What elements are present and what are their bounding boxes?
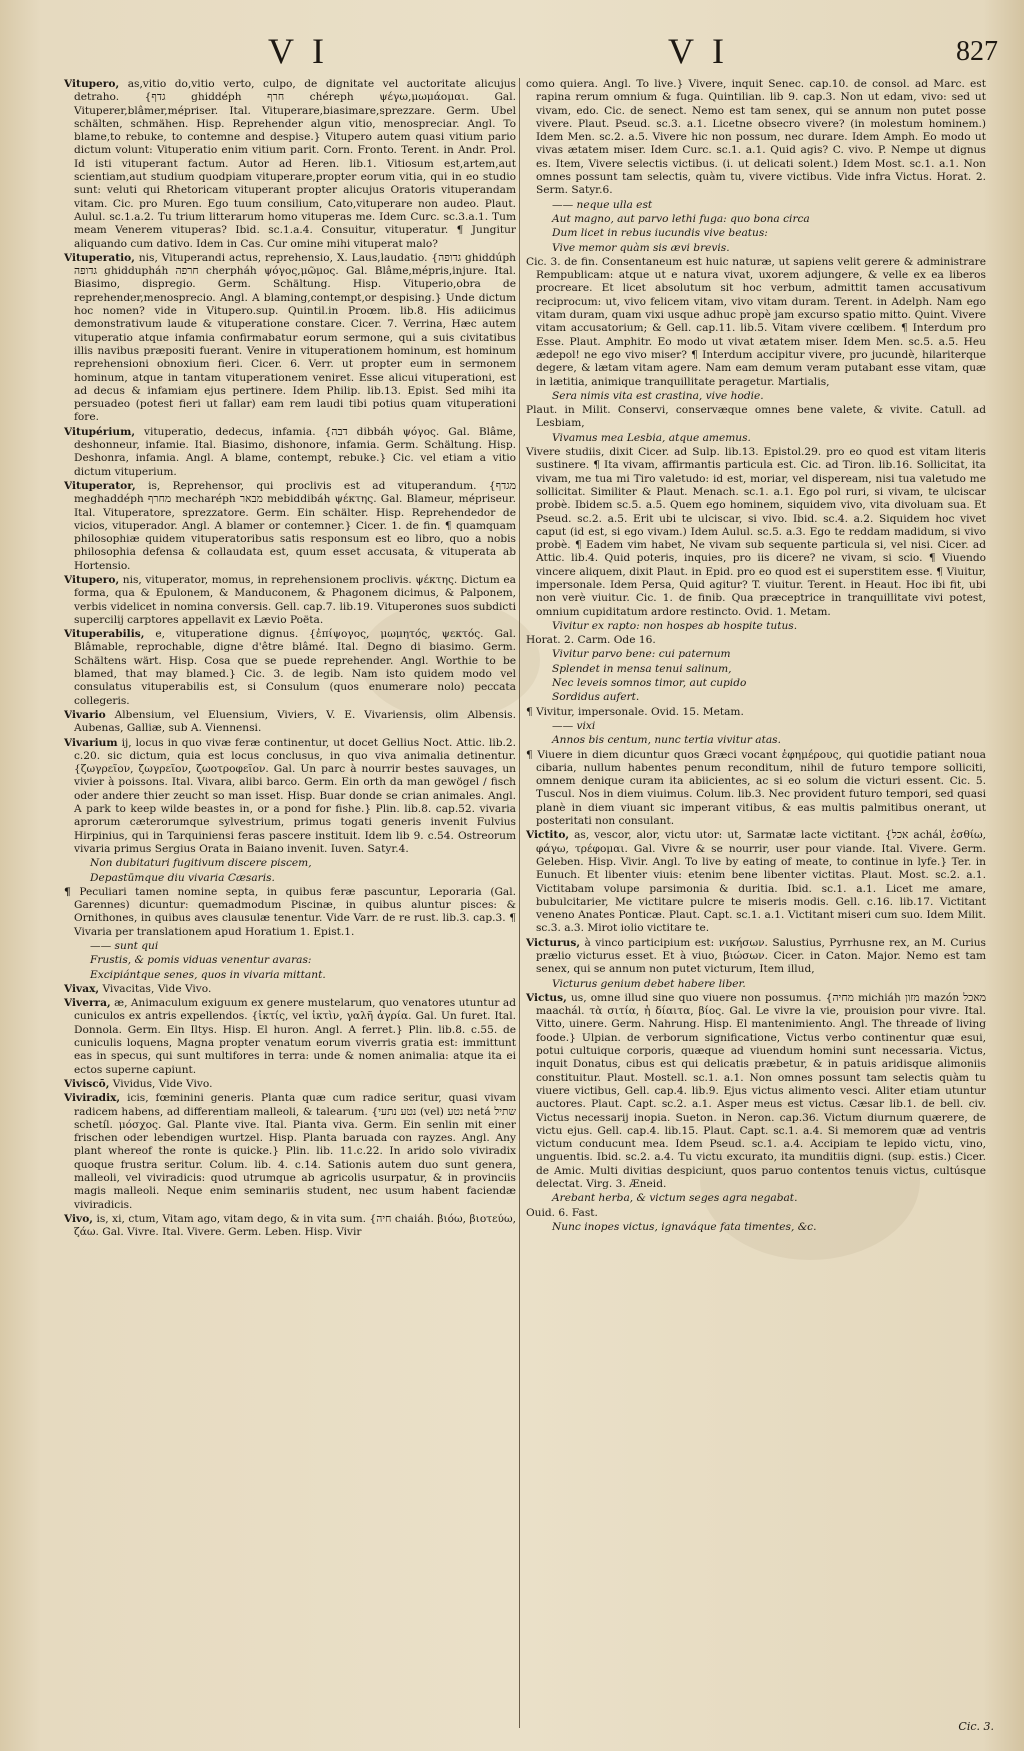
dictionary-entry xyxy=(526,634,986,647)
dictionary-entry xyxy=(64,737,516,857)
catchword: Cic. 3. xyxy=(958,1720,994,1733)
verse-line: Arebant herba, & victum seges agra negabat. xyxy=(552,1192,798,1205)
verse-line: Sera nimis vita est crastina, vive hodie. xyxy=(552,389,764,402)
entry-text: Plaut. in Milit. Conservi, conservæque omnes bene valete, & vivite. Catull. ad Lesbiam, xyxy=(526,404,986,430)
verse-line: —— vixi xyxy=(552,719,596,732)
dictionary-entry xyxy=(64,709,516,736)
dictionary-entry xyxy=(526,992,986,1191)
entry-text: Vividus, Vide Vivo. xyxy=(112,1077,213,1090)
entry-text: nis, Vituperandi actus, reprehensio, X. Laus,laudatio. {גדופה ghiddúph גדופה ghiddupháh חרפה cherpháh ψόγος,μῶμος. Gal. Blâme,mépris,injure. Ital. Biasimo, dispregio. Germ. Schältung. Hisp. Vituperio,obra de reprehender,menosprecio. Angl. A blaming,contempt,or despising.} Unde dictum hoc nomen? vide in Vitupero.sup. Quintil.in Proœm. lib.8. His adiicimus demonstrativum laude & vituperatione constare. Cicer. 7. Verrina, Hæc autem vituperatio atque infamia confirmabatur eorum sermone, qui a suis civitatibus illis navibus præpositi fuerant. Venire in vituperationem hominum, est hominum reprehensioni obnoxium fieri. Cicer. 6. Verr. ut propter eum in sermonem hominum, atque in tantam vituperationem veniret. Esse alicui vituperationi, est ad decus & infamiam ejus pertinere. Idem Philip. lib.13. Epist. Sed mihi ita persuadeo (potest fieri ut fallar) eam rem laudi tibi potius quam vituperationi fore. xyxy=(74,251,516,424)
entry-text: Albensium, vel Eluensium, Viviers, V. E. Vivariensis, olim Albensis. Aubenas, Galliæ, sub A. Viennensi. xyxy=(74,708,516,735)
headword: Vivax, xyxy=(64,982,100,995)
dictionary-entry xyxy=(526,829,986,935)
entry-text: Ouid. 6. Fast. xyxy=(526,1206,598,1219)
entry-text: Horat. 2. Carm. Ode 16. xyxy=(526,634,656,647)
headword: Vitupérium, xyxy=(64,425,136,438)
column-divider xyxy=(519,78,520,1728)
verse-line: Vive memor quàm sis ævi brevis. xyxy=(552,241,730,254)
entry-text: Cic. 3. de fin. Consentaneum est huic naturæ, ut sapiens velit gerere & administrare Rempublicam: atque ut e natura vivat, uxorem adjungere, & velle ex ea liberos procreare. Et licet absolutum sit hoc verbum, admittit tamen accusativum reciprocum: ut, vivo felicem vitam, vivo vitam duram. Terent. in Adelph. Nam ego vitam duram, quam vixi usque adhuc propè jam excurso spatio mitto. Quint. Vivere vitam accusatorium; & Gell. cap.11. lib.5. Vitam vivere cœlibem. ¶ Interdum pro Esse. Plaut. Amphitr. Eo modo ut vivat ætatem miser. Idem Men. sc.5. a.5. Heu ædepol! ne ego vivo miser? ¶ Interdum accipitur vivere, pro jucundè, hilariterque degere, & lætam vitam agere. Nam eam demum veram putabant esse vitam, quæ in lætitia, animique tranquillitate peragetur. Martialis, xyxy=(526,255,986,388)
dictionary-entry xyxy=(526,78,986,198)
entry-text: Peculiari tamen nomine septa, in quibus feræ pascuntur, Leporaria (Gal. Garennes) dicuntur: quemadmodum Piscinæ, in quibus aluntur pisces: & Ornithones, in quibus aves clausulæ tenentur. Vide Varr. de re rust. lib.3. cap.3. ¶ Vivaria per translationem apud Horatium 1. Epist.1. xyxy=(74,885,517,938)
headword: Victus, xyxy=(526,991,567,1004)
headword: Vituperatio, xyxy=(64,251,135,264)
page-header xyxy=(0,30,1024,74)
dictionary-entry xyxy=(64,1213,516,1240)
entry-text: us, omne illud sine quo viuere non possumus. {מחיה michiáh מזון mazón מאכל maachál. τὰ σιτία, ἡ δίαιτα, βίος. Gal. Le vivre la vie, prouision pour vivre. Ital. Vitto, uinere. Germ. Nahrung. Hisp. El mantenimiento. Angl. The threade of living foode.} Ulpian. de verborum significatione, Victus verbo continentur quæ esui, potui cultuique corporis, quæque ad viuendum homini sunt necessaria. Victus, inquit Donatus, cibus est qui delicatis præbetur, & in patuis aridisque alimoniis constituitur. Plaut. Mostell. sc.1. a.1. Non omnes possunt tam selectis quàm tu viuere victibus, Gell. cap.4. lib.9. Ejus victus alimento vesci. Aliter etiam utuntur auctores. Plaut. Capt. sc.2. a.1. Asper meus est victus. Cæsar lib.1. de bell. civ. Victus necessarij inopia. Sueton. in Neron. cap.36. Victum diurnum quærere, de victu ejus. Gell. cap.4. lib.15. Plaut. Capt. sc.1. a.4. Si memorem quæ ad ventris victum conducunt mea. Idem Pseud. sc.1. a.4. Accipiam te lepido victu, vino, unguentis. Ibid. sc.2. a.4. Tu victu excurato, ita munditiis digni. (sup. estis.) Cicer. de Amic. Multi divitias despiciunt, quos paruo contentos tenuis victus, cultúsque delectat. Virg. 3. Æneid. xyxy=(536,991,986,1191)
entry-text: nis, vituperator, momus, in reprehensionem proclivis. ψέκτης. Dictum ea forma, qua & Epulonem, & Manduconem, & Phagonem dicimus, & Palponem, verbis videlicet in nomina conversis. Gell. cap.7. lib.19. Vituperones suos subdicti supercilij carptores appellavit ex Lævio Poëta. xyxy=(74,573,516,626)
dictionary-entry xyxy=(526,937,986,977)
right-column xyxy=(526,78,986,1235)
verse-line: Splendet in mensa tenui salinum, xyxy=(552,662,732,675)
verse-line: Excipiántque senes, quos in vivaria mittant. xyxy=(90,968,326,981)
verse-line: Aut magno, aut parvo lethi fuga: quo bona circa xyxy=(552,212,810,225)
verse-line: Vivitur ex rapto: non hospes ab hospite tutus. xyxy=(552,619,798,632)
verse-line: Depastūmque diu vivaria Cæsaris. xyxy=(90,871,275,884)
dictionary-entry xyxy=(526,1207,986,1220)
headword: Vituperator, xyxy=(64,479,136,492)
verse-line: Frustis, & pomis viduas venentur avaras: xyxy=(90,954,312,967)
dictionary-entry xyxy=(64,252,516,425)
dictionary-entry xyxy=(64,983,516,996)
entry-text: ij, locus in quo vivæ feræ continentur, ut docet Gellius Noct. Attic. lib.2. c.20. sic dictum, quia est locus conclusus, in quo viva animalia detinentur. {ζωγρεῖον, ζωγρεῖον, ζωοτροφεῖον. Gal. Un parc à nourrir bestes sauvages, un vivier à poissons. Ital. Vivara, alibi barco. Germ. Ein orth da man gewögel / fisch oder andere thier zeucht so man isset. Hisp. Buar donde se crian animales. Angl. A park to keep wilde beastes in, or a pond for fishe.} Plin. lib.8. cap.52. vivaria aprorum cæterorumque sylvestrium, primus togati generis invenit Fulvius Hirpinius, qui in Tarquiniensi feras pascere instituit. Idem lib 9. c.54. Ostreorum vivaria primus Sergius Orata in Baiano invenit. Iuven. Satyr.4. xyxy=(74,736,516,855)
running-head-left: VI xyxy=(268,31,342,71)
verse-line: Vivamus mea Lesbia, atque amemus. xyxy=(552,431,751,444)
entry-text: e, vituperatione dignus. {ἐπίψογος, μωμητός, ψεκτός. Gal. Blâmable, reprochable, digne d'être blâmé. Ital. Degno di biasimo. Germ. Schältens wärt. Hisp. Cosa que se puede reprehender. Angl. Worthie to be blamed, that may blamed.} Cic. 3. de legib. Nam isto quidem modo vel consulatus vituperabilis est, si Consulum (quos enumerare nolo) peccata collegeris. xyxy=(74,628,516,707)
page-number: 827 xyxy=(956,36,998,67)
entry-text: æ, Animaculum exiguum ex genere mustelarum, quo venatores utuntur ad cuniculos ex antris expellendos. {ἰκτίς, vel ἰκτὶν, γαλῆ ἀγρία. Gal. Un furet. Ital. Donnola. Germ. Ein Iltys. Hisp. El huron. Angl. A ferret.} Plin. lib.8. c.55. de cuniculis loquens, Magna propter venatum eorum viverris gratia est: immittunt eas in specus, qui sunt multifores in terra: unde & nomen animalia: atque ita ei ectos superne capiunt. xyxy=(74,997,516,1076)
dictionary-entry xyxy=(64,574,516,627)
verse-line: Nec leveis somnos timor, aut cupido xyxy=(552,677,747,690)
dictionary-entry xyxy=(64,426,516,479)
dictionary-entry xyxy=(526,404,986,431)
dictionary-entry xyxy=(526,749,986,829)
headword: Vivarium xyxy=(64,736,118,749)
running-head-right: VI xyxy=(668,31,742,71)
headword: ¶ xyxy=(64,885,71,898)
entry-text: is, Reprehensor, qui proclivis est ad vituperandum. {מגדף meghaddéph מחרף mecharéph מבאר mebiddibáh ψέκτης. Gal. Blameur, mépriseur. Ital. Vituperatore, sprezzatore. Germ. Ein schälter. Hisp. Reprehendedor de vicios, vituperador. Angl. A blamer or contemner.} Cicer. 1. de fin. ¶ quamquam philosophiæ quidem vituperatoribus satis responsum est eo libro, quo a nobis philosophia defensa & collaudata est, quum esset accusata, & vituperata ab Hortensio. xyxy=(74,479,516,572)
headword: Vituperabilis, xyxy=(64,628,145,641)
verse-line: Vivitur parvo bene: cui paternum xyxy=(552,648,731,661)
verse-line: Annos bis centum, nunc tertia vivitur atas. xyxy=(552,734,781,747)
dictionary-entry xyxy=(526,256,986,389)
entry-text: as, vescor, alor, victu utor: ut, Sarmatæ lacte victitant. {אכל achál, ἐσθίω, φάγω, τρέφομαι. Gal. Vivre & se nourrir, user pour viande. Ital. Vivere. Germ. Geleben. Hisp. Vivir. Angl. To live by eating of meate, to continue in lyfe.} Ter. in Eunuch. Et libenter viuis: etenim bene libenter victitas. Plaut. Most. sc.2. a.1. Victitabam volupe parsimonia & duritia. Ibid. sc.1. a.1. Licet me amare, bubulcitarier, Me victitare pulcre te miseris modis. Gell. c.16. lib.17. Victitant veneno Anates Ponticæ. Plaut. Capt. sc.1. a.1. Victitant miseri cum suo. Idem Milit. sc.3. a.3. Mirot iolio victitare te. xyxy=(536,829,986,935)
dictionary-entry xyxy=(526,706,986,719)
entry-text: icis, fœminini generis. Planta quæ cum radice seritur, quasi vivam radicem habens, ad differentiam malleoli, & talearum. {נטע נתעי (vel) נטע netá שתיל schetíl. μόσχος. Gal. Plante vive. Ital. Pianta viva. Germ. Ein senlin mit einer frischen oder lebendigen wurtzel. Hisp. Planta baruada con rayzes. Angl. Any plant whereof the ronte is quicke.} Plin. lib. 11.c.22. In arido solo viviradix quoque frustra seritur. Colum. lib. 4. c.14. Sationis autem duo sunt genera, malleoli, vel viviradicis: quod utrumque ab agricolis usurpatur, & in provinciis magis malleoli. Neque enim seminariis student, nec usum habent faciendæ viviradicis. xyxy=(74,1092,517,1211)
entry-text: à vinco participium est: νικήσων. Salustius, Pyrrhusne rex, an M. Curius prælio victurus esset. Et à viuo, βιώσων. Cicer. in Caton. Major. Nemo est tam senex, qui se annum non putet victurum, Item illud, xyxy=(536,936,986,976)
headword: Vivario xyxy=(64,708,106,721)
verse-line: Victurus genium debet habere liber. xyxy=(552,977,746,990)
dictionary-entry xyxy=(64,480,516,573)
dictionary-entry xyxy=(64,1078,516,1091)
verse-line: —— neque ulla est xyxy=(552,198,653,211)
headword: Vivo, xyxy=(64,1212,93,1225)
left-column xyxy=(64,78,516,1241)
verse-line: Sordidus aufert. xyxy=(552,691,640,704)
verse-line: Dum licet in rebus iucundis vive beatus: xyxy=(552,227,768,240)
verse-line: Non dubitaturi fugitivum discere piscem, xyxy=(90,857,312,870)
entry-text: vituperatio, dedecus, infamia. {דבה dibbáh ψόγος. Gal. Blâme, deshonneur, infamie. Ital. Biasimo, dishonore, infamia. Germ. Schältung. Hisp. Deshonra, infamia. Angl. A blame, contempt, rebuke.} Cic. vel etiam a vitio dictum vituperium. xyxy=(74,425,517,478)
headword: Vitupero, xyxy=(64,573,120,586)
dictionary-entry xyxy=(64,78,516,251)
dictionary-entry xyxy=(64,628,516,708)
headword: Viviradix, xyxy=(64,1092,121,1105)
entry-text: as,vitio do,vitio verto, culpo, de dignitate vel auctoritate alicujus detraho. {גדף ghiddéph חרף chéreph ψέγω,μωμάομαι. Gal. Vituperer,blâmer,mépriser. Ital. Vituperare,biasimare,sprezzare. Germ. Ubel schälten, schmähen. Hisp. Reprehender algun vitio, menospreciar. Angl. To blame,to rebuke, to contemne and despise.} Vitupero autem quasi vitium pario dictum volunt: Vituperatio enim vitium parit. Corn. Fronto. Terent. in Andr. Prol. Id isti vituperant factum. Autor ad Heren. lib.1. Vitiosum est,artem,aut scientiam,aut studium quodpiam vituperare,propter eorum vitia, qui in eo studio sunt: veluti qui Rhetoricam vituperant propter alicujus Oratoris vituperandam vitam. Cic. pro Muren. Ego tuum consilium, Cato,vituperare non audeo. Plaut. Aulul. sc.1.a.2. Tu trium litterarum homo vituperas me. Idem Curc. sc.3.a.1. Tum meam Venerem vituperas? Ibid. sc.1.a.4. Consuitur, vituperatur. ¶ Jungitur aliquando cum dativo. Idem in Cas. Cur omine mihi vituperat malo? xyxy=(74,78,516,250)
dictionary-entry xyxy=(526,446,986,619)
dictionary-entry xyxy=(64,997,516,1077)
verse-line: —— sunt qui xyxy=(90,940,159,952)
verse-line: Nunc inopes victus, ignaváque fata timentes, &c. xyxy=(552,1220,817,1233)
entry-text: ¶ Viuere in diem dicuntur quos Græci vocant ἐφημέρους, qui quotidie patiant noua cibaria, nullum habentes penum reconditum, nihil de futuro tempore solliciti, omnem denique curam ita abiicientes, ac si eo solum die victuri essent. Cic. 5. Tuscul. Nos in diem viuimus. Colum. lib.3. Nec provident futuro tempori, sed quasi planè in diem viuant sic imperant vitibus, & eas multis palmitibus onerant, ut posteritati non consulant. xyxy=(526,748,986,828)
entry-text: Vivere studiis, dixit Cicer. ad Sulp. lib.13. Epistol.29. pro eo quod est vitam literis sustinere. ¶ Ita vivam, affirmantis particula est. Cic. ad Tiron. lib.16. Sollicitat, ita vivam, me tua mi Tiro valetudo: id est, moriar, vel dispeream, nisi tua valetudo me sollicitat. Similiter & Plaut. Menach. sc.1. a.1. Ego pol ruri, si vivam, te ulciscar probè. Ibidem sc.5. a.5. Quem ego hominem, siquidem vivo, vita divoluam sua. Et Pseud. sc.2. a.5. Erit ubi te ulciscar, si vivo. Ibid. sc.4. a.2. Siquidem hoc vivet caput (id est, si ego vivam.) Idem Aulul. sc.5. a.3. Ego te reddam madidum, si vivo probè. ¶ Eadem vim habet, Ne vivam sub sequente particula si, vel nisi. Cicer. ad Attic. lib.4. Quid poteris, inquies, pro iis dicere? ne vivam, si scio. ¶ Viuendo vincere aliquem, dixit Plaut. in Epid. pro eo quod est ei superstitem esse. ¶ Viuitur, impersonale. Idem Persa, Quid agitur? T. viuitur. Terent. in Heaut. Hoc ibi fit, ubi non verè viuitur. Cic. 1. de finib. Qua præceptrice in tranquillitate vivi potest, omnium cupiditatum ardore restincto. Ovid. 1. Metam. xyxy=(526,446,986,618)
entry-text: ¶ Vivitur, impersonale. Ovid. 15. Metam. xyxy=(526,705,744,718)
headword: Vitupero, xyxy=(64,78,120,90)
headword: Viviscō, xyxy=(64,1077,110,1090)
entry-text: is, xi, ctum, Vitam ago, vitam dego, & in vita sum. {חיה chaiáh. βιόω, βιοτεύω, ζάω. Gal. Vivre. Ital. Vivere. Germ. Leben. Hisp. Vivir xyxy=(74,1212,516,1239)
headword: Victito, xyxy=(526,829,570,842)
entry-text: como quiera. Angl. To live.} Vivere, inquit Senec. cap.10. de consol. ad Marc. est rapina rerum omnium & fuga. Quintilian. lib 9. cap.3. Non ut edam, vivo: sed ut vivam, edo. Cic. de senect. Nemo est tam senex, qui se annum non putet posse vivere. Plaut. Pseud. sc.3. a.1. Licetne obsecro vivere? (in molestum hominem.) Idem Men. sc.2. a.5. Vivere hic non possum, nec durare. Idem Amph. Eo modo ut vivas ætatem miser. Idem Curc. sc.1. a.1. Quid agis? C. vivo. P. Nempe ut dignus es. Item, Vivere selectis victibus. (i. ut delicati solent.) Idem Most. sc.1. a.1. Non omnes possunt tam selectis, quàm tu, vivere victibus. Vide infra Victus. Horat. 2. Serm. Satyr.6. xyxy=(526,78,986,197)
dictionary-entry xyxy=(64,1092,516,1212)
entry-text: Vivacitas, Vide Vivo. xyxy=(102,982,212,995)
headword: Viverra, xyxy=(64,997,111,1010)
headword: Victurus, xyxy=(526,936,581,949)
dictionary-entry xyxy=(64,886,516,939)
